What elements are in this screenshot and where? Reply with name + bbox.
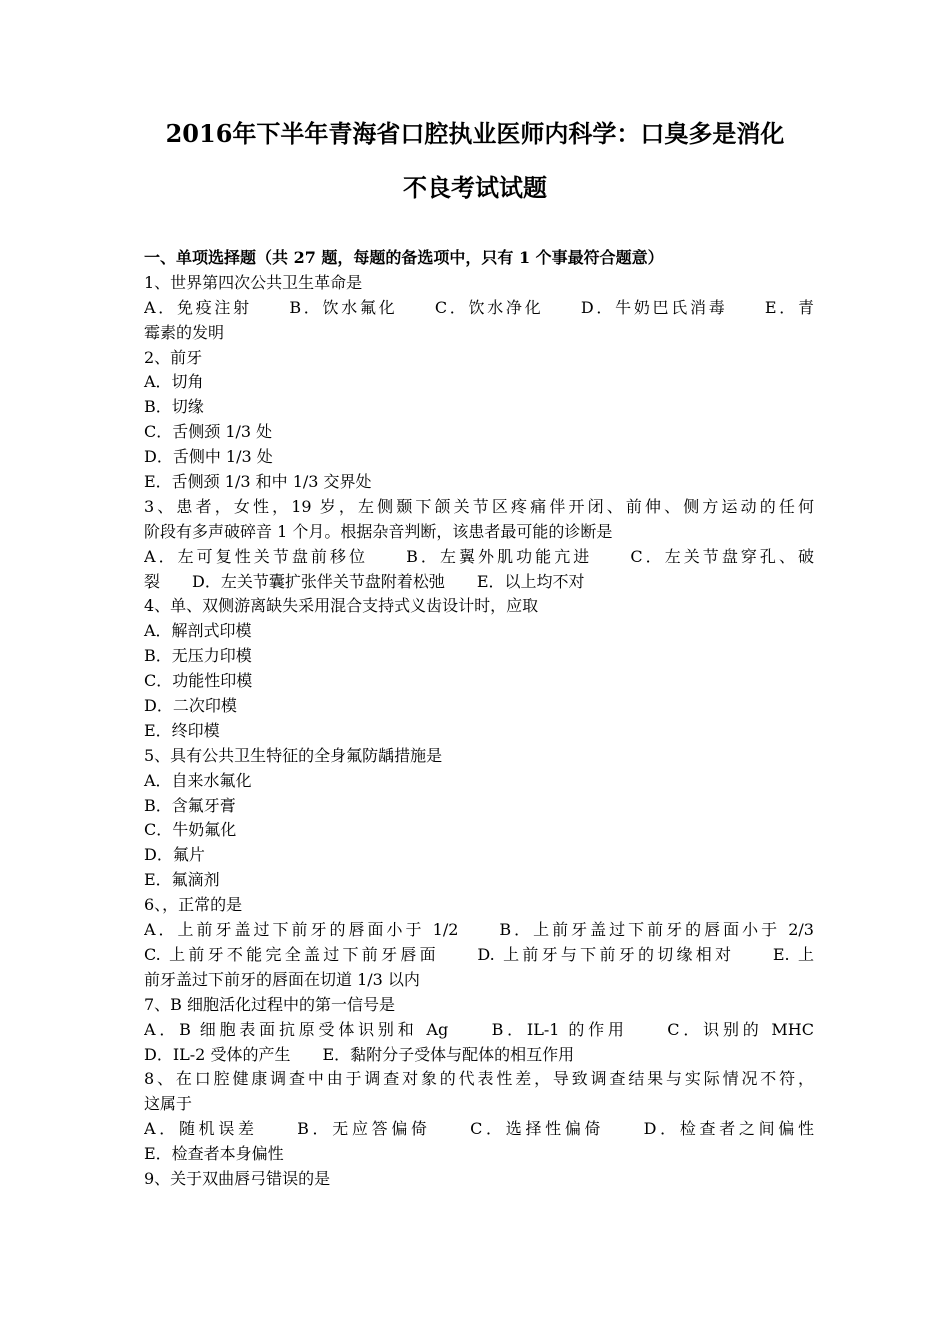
- question-4-option-d: D．二次印模: [144, 696, 237, 716]
- question-2-option-d: D．舌侧中 1/3 处: [144, 447, 273, 467]
- question-4-option-a: A．解剖式印模: [144, 621, 252, 641]
- question-3-stem: 3、患者，女性，19 岁，左侧颞下颌关节区疼痛伴开闭、前伸、侧方运动的任何: [144, 496, 814, 516]
- question-6-options: A．上前牙盖过下前牙的唇面小于 1/2 B．上前牙盖过下前牙的唇面小于 2/3: [144, 920, 814, 940]
- document-body: [144, 246, 814, 1192]
- question-5-option-e: E．氟滴剂: [144, 870, 220, 890]
- question-7-options: A．B 细胞表面抗原受体识别和 Ag B．IL-1 的作用 C．识别的 MHC: [144, 1019, 814, 1039]
- question-5-option-d: D．氟片: [144, 845, 205, 865]
- question-3-options: A．左可复性关节盘前移位 B．左翼外肌功能亢进 C．左关节盘穿孔、破: [144, 546, 814, 566]
- question-5-option-b: B．含氟牙膏: [144, 795, 236, 815]
- question-6-options-cont: C. 上前牙不能完全盖过下前牙唇面 D. 上前牙与下前牙的切缘相对 E. 上: [144, 944, 814, 964]
- question-2-option-b: B．切缘: [144, 397, 204, 417]
- question-8-options-cont: E．检查者本身偏性: [144, 1144, 284, 1164]
- question-4-option-c: C．功能性印模: [144, 671, 253, 691]
- section-heading: 一、单项选择题（共 27 题，每题的备选项中，只有 1 个事最符合题意）: [144, 248, 664, 267]
- question-8-stem: 8、在口腔健康调查中由于调查对象的代表性差，导致调查结果与实际情况不符，: [144, 1069, 814, 1089]
- question-7-stem: 7、B 细胞活化过程中的第一信号是: [144, 994, 396, 1014]
- question-4-option-e: E．终印模: [144, 720, 220, 740]
- question-3-options-cont: 裂 D．左关节囊扩张伴关节盘附着松弛 E．以上均不对: [144, 571, 585, 591]
- question-5-option-a: A．自来水氟化: [144, 770, 252, 790]
- question-8-options: A．随机误差 B．无应答偏倚 C．选择性偏倚 D．检查者之间偏性: [144, 1119, 814, 1139]
- question-8-stem-cont: 这属于: [144, 1094, 193, 1114]
- question-6-stem: 6、，正常的是: [144, 895, 243, 915]
- question-9-stem: 9、关于双曲唇弓错误的是: [144, 1168, 331, 1188]
- question-5-option-c: C．牛奶氟化: [144, 820, 237, 840]
- question-3-stem-cont: 阶段有多声破碎音 1 个月。根据杂音判断，该患者最可能的诊断是: [144, 521, 613, 541]
- question-2-option-a: A．切角: [144, 372, 204, 392]
- question-1-stem: 1、世界第四次公共卫生革命是: [144, 272, 363, 292]
- document-title-line-1: 2016年下半年青海省口腔执业医师内科学：口臭多是消化: [165, 119, 785, 148]
- question-7-options-cont: D．IL-2 受体的产生 E．黏附分子受体与配体的相互作用: [144, 1044, 575, 1064]
- question-4-option-b: B．无压力印模: [144, 646, 252, 666]
- question-2-stem: 2、前牙: [144, 347, 203, 367]
- question-2-option-e: E．舌侧颈 1/3 和中 1/3 交界处: [144, 472, 372, 492]
- question-1-options: A．免疫注射 B．饮水氟化 C．饮水净化 D．牛奶巴氏消毒 E．青: [144, 297, 814, 317]
- question-1-options-cont: 霉素的发明: [144, 322, 225, 342]
- question-2-option-c: C．舌侧颈 1/3 处: [144, 422, 273, 442]
- document-title-line-2: 不良考试试题: [403, 173, 547, 202]
- question-5-stem: 5、具有公共卫生特征的全身氟防龋措施是: [144, 745, 443, 765]
- question-4-stem: 4、单、双侧游离缺失采用混合支持式义齿设计时，应取: [144, 596, 539, 616]
- question-6-options-end: 前牙盖过下前牙的唇面在切道 1/3 以内: [144, 969, 420, 989]
